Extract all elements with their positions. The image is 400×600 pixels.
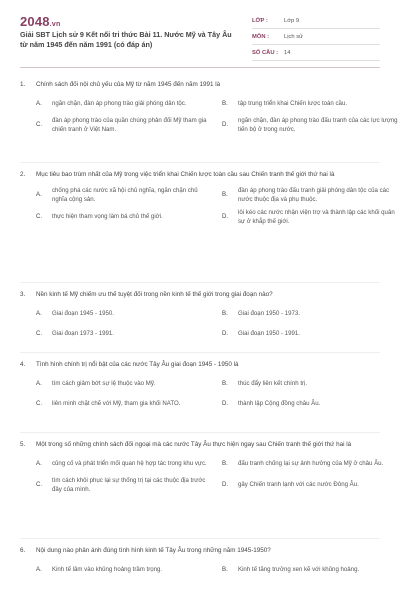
meta-grade <box>252 13 380 29</box>
option-key: B. <box>222 566 228 573</box>
logo-suffix: .vn <box>49 21 61 28</box>
option-key: A. <box>36 566 42 573</box>
option-text: Giai đoạn 1973 - 1991. <box>52 330 114 337</box>
option-key: A. <box>36 380 42 387</box>
option-text: Kinh tế tăng trưởng xen kẽ với khủng hoảng. <box>238 566 360 573</box>
option-key: D. <box>222 121 229 128</box>
option-key: C. <box>36 400 43 407</box>
option-key: C. <box>36 121 43 128</box>
meta-subject <box>252 29 380 45</box>
option-b[interactable] <box>222 562 400 578</box>
logo-main: 2048 <box>20 14 50 29</box>
option-b[interactable] <box>222 376 400 392</box>
question-stem <box>20 546 382 556</box>
document-title: Giải SBT Lịch sử 9 Kết nối tri thức Bài 11. Nước Mỹ và Tây Âu từ năm 1945 đến năm 1991 (có đáp án) <box>20 30 232 49</box>
question-stem <box>20 360 382 370</box>
option-c[interactable] <box>36 396 212 412</box>
option-d[interactable] <box>222 208 400 226</box>
meta-label: SỐ CÂU : <box>252 49 279 56</box>
option-a[interactable] <box>36 186 212 204</box>
option-text: ngăn chặn, đàn áp phong trào đấu tranh của các lực lượng tiến bộ ở trong nước. <box>238 116 398 133</box>
option-text: đàn áp phong trào đấu tranh giải phóng dân tộc của các nước thuộc địa và phụ thuộc. <box>238 186 390 203</box>
option-text: tìm cách khôi phục lại sự thống trị tại các thuộc địa trước đây của mình. <box>52 476 206 493</box>
option-text: tập trung triển khai Chiến lược toàn cầu. <box>238 100 348 107</box>
option-text: liên minh chặt chẽ với Mỹ, tham gia khối NATO. <box>52 400 181 407</box>
option-key: D. <box>222 400 229 407</box>
option-b[interactable] <box>222 306 400 322</box>
option-key: B. <box>222 100 228 107</box>
question-number: 4. <box>20 361 26 368</box>
option-key: C. <box>36 330 43 337</box>
option-key: D. <box>222 481 229 488</box>
question-text: Nền kinh tế Mỹ chiếm ưu thế tuyệt đối trong nền kinh tế thế giới trong giai đoạn nào? <box>36 291 273 298</box>
option-key: B. <box>222 460 228 467</box>
option-key: A. <box>36 100 42 107</box>
option-c[interactable] <box>36 116 212 134</box>
page-header <box>0 0 400 66</box>
option-list <box>36 560 382 580</box>
option-key: A. <box>36 310 42 317</box>
option-text: Kinh tế lâm vào khủng hoảng trầm trọng. <box>52 566 163 573</box>
site-logo[interactable] <box>20 14 60 29</box>
question-number: 1. <box>20 81 26 88</box>
option-text: thực hiện tham vọng làm bá chủ thế giới. <box>52 213 163 220</box>
question-text: Nội dung nào phản ánh đúng tình hình kinh tế Tây Âu trong những năm 1945-1950? <box>36 547 271 554</box>
option-a[interactable] <box>36 456 212 472</box>
option-d[interactable] <box>222 476 400 494</box>
option-c[interactable] <box>36 326 212 342</box>
question-separator <box>20 282 380 283</box>
option-c[interactable] <box>36 476 212 494</box>
option-a[interactable] <box>36 376 212 392</box>
option-list <box>36 374 382 414</box>
option-key: B. <box>222 191 228 198</box>
option-key: D. <box>222 330 229 337</box>
document-meta <box>252 13 380 61</box>
question-number: 3. <box>20 291 26 298</box>
option-c[interactable] <box>36 208 212 226</box>
option-b[interactable] <box>222 456 400 472</box>
option-text: đấu tranh chống lại sự ảnh hưởng của Mỹ ở châu Âu. <box>238 460 384 467</box>
option-b[interactable] <box>222 186 400 204</box>
option-text: thành lập Cộng đồng châu Âu. <box>238 400 321 407</box>
option-text: thúc đẩy liên kết chính trị. <box>238 380 308 387</box>
option-key: C. <box>36 213 43 220</box>
question-separator <box>20 352 380 353</box>
question-5 <box>20 440 382 496</box>
option-list <box>36 94 398 136</box>
option-b[interactable] <box>222 96 400 112</box>
option-text: củng cố và phát triển mối quan hệ hợp tác trong khu vực. <box>52 460 207 467</box>
option-text: Giai đoạn 1950 - 1973. <box>238 310 300 317</box>
meta-value: Lớp 9 <box>284 17 300 24</box>
option-list <box>36 184 395 228</box>
question-6 <box>20 546 382 580</box>
question-text: Chính sách đối nội chủ yếu của Mỹ từ năm 1945 đến năm 1991 là <box>36 81 221 88</box>
question-text: Tình hình chính trị nổi bật của các nước Tây Âu giai đoạn 1945 - 1950 là <box>36 361 239 368</box>
option-key: A. <box>36 460 42 467</box>
option-d[interactable] <box>222 326 400 342</box>
option-a[interactable] <box>36 562 212 578</box>
option-key: D. <box>222 213 229 220</box>
option-text: đàn áp phong trào của quần chúng phản đối Mỹ tham gia chiến tranh ở Việt Nam. <box>52 116 207 133</box>
option-text: chống phá các nước xã hội chủ nghĩa, ngăn chặn chủ nghĩa cộng sản. <box>52 186 198 203</box>
option-text: ngăn chặn, đàn áp phong trào giải phóng dân tộc. <box>52 100 187 107</box>
option-a[interactable] <box>36 306 212 322</box>
option-text: tìm cách giảm bớt sự lệ thuộc vào Mỹ. <box>52 380 156 387</box>
header-divider <box>20 67 380 68</box>
question-number: 2. <box>20 171 26 178</box>
question-separator <box>20 162 380 163</box>
question-1 <box>20 80 398 136</box>
option-list <box>36 454 382 496</box>
question-number: 5. <box>20 441 26 448</box>
question-stem <box>20 440 382 450</box>
option-key: B. <box>222 380 228 387</box>
question-separator <box>20 538 380 539</box>
question-stem <box>20 290 382 300</box>
question-2 <box>20 170 395 228</box>
option-text: Giai đoạn 1945 - 1950. <box>52 310 114 317</box>
option-d[interactable] <box>222 116 400 134</box>
question-3 <box>20 290 382 344</box>
meta-label: MÔN : <box>252 33 270 40</box>
meta-question-count <box>252 45 380 61</box>
option-key: A. <box>36 191 42 198</box>
question-separator <box>20 432 380 433</box>
question-stem <box>20 170 382 180</box>
option-d[interactable] <box>222 396 400 412</box>
meta-label: LỚP : <box>252 17 268 24</box>
meta-value: 14 <box>284 49 291 56</box>
meta-value: Lịch sử <box>284 33 304 40</box>
question-stem <box>20 80 382 90</box>
option-list <box>36 304 382 344</box>
question-text: Mục tiêu bao trùm nhất của Mỹ trong việc triển khai Chiến lược toàn cầu sau Chiến tranh thế giới thứ hai là <box>36 171 335 178</box>
option-a[interactable] <box>36 96 212 112</box>
option-text: lôi kéo các nước nhận viện trợ và thành lập các khối quân sự ở khắp thế giới. <box>238 208 395 225</box>
question-4 <box>20 360 382 414</box>
option-text: Giai đoạn 1950 - 1991. <box>238 330 300 337</box>
question-number: 6. <box>20 547 26 554</box>
option-key: C. <box>36 481 43 488</box>
question-text: Một trong số những chính sách đối ngoại mà các nước Tây Âu thực hiện ngay sau Chiến tranh thế giới thứ hai là <box>36 441 352 448</box>
option-text: gây Chiến tranh lạnh với các nước Đông Âu. <box>238 481 359 488</box>
option-key: B. <box>222 310 228 317</box>
